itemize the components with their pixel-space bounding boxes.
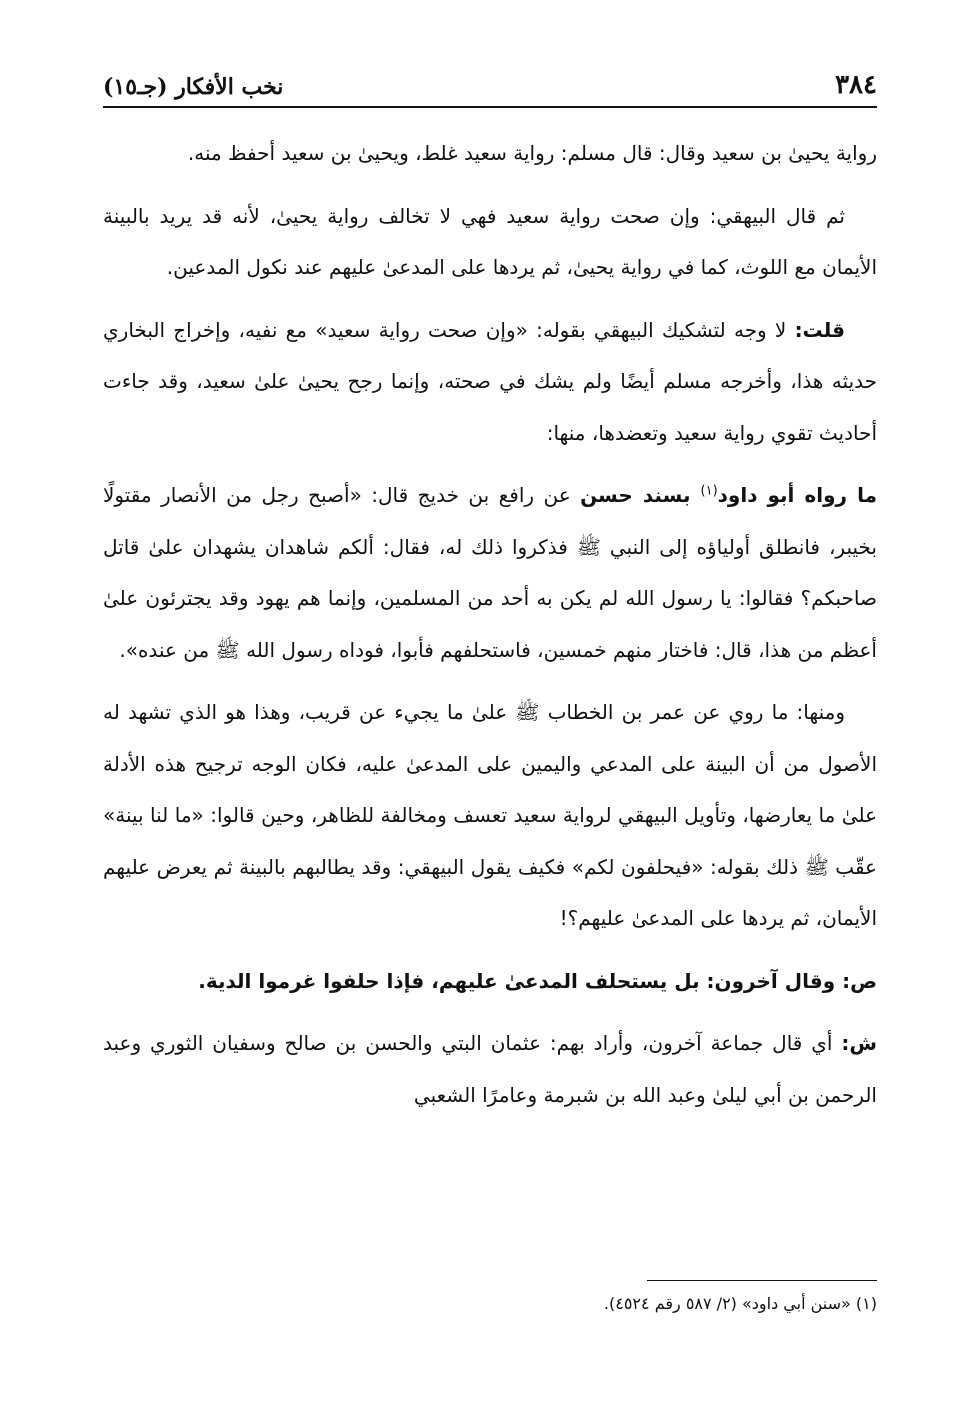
- paragraph-6: [103, 956, 877, 1008]
- paragraph-2-text: ثم قال البيهقي: وإن صحت رواية سعيد فهي لا تخالف رواية يحيىٰ، لأنه قد يريد بالبينة الأيمان مع اللوث، كما في رواية يحيىٰ، ثم يردها على المدعىٰ عليهم عند نكول المدعين.: [103, 203, 877, 279]
- paragraph-7-text: أي قال جماعة آخرون، وأراد بهم: عثمان البتي والحسن بن صالح وسفيان الثوري وعبد الرحمن بن أبي ليلىٰ وعبد الله بن شبرمة وعامرًا الشعبي: [103, 1031, 877, 1107]
- footnote-rule: [647, 1280, 877, 1281]
- page-body: [103, 128, 877, 1132]
- footnote-text: (١) «سنن أبي داود» (٢/ ٥٨٧ رقم ٤٥٢٤).: [603, 1294, 877, 1313]
- sad-label: ص:: [842, 968, 877, 993]
- paragraph-3-text: لا وجه لتشكيك البيهقي بقوله: «وإن صحت رواية سعيد» مع نفيه، وإخراج البخاري حديثه هذا، وأخرجه مسلم أيضًا ولم يشك في صحته، وإنما رجح يحيىٰ علىٰ سعيد، وقد جاءت أحاديث تقوي رواية سعيد وتعضدها، منها:: [103, 317, 877, 445]
- paragraph-5-text: ومنها: ما روي عن عمر بن الخطاب ﷺ علىٰ ما يجيء عن قريب، وهذا هو الذي تشهد له الأصول من أن البينة على المدعي واليمين على المدعىٰ عليه، فكان الوجه ترجيح هذه الأدلة علىٰ ما يعارضها، وتأويل البيهقي لرواية سعيد تعسف ومخالفة للظاهر، وحين قالوا: «ما لنا بينة» عقّب ﷺ ذلك بقوله: «فيحلفون لكم» فكيف يقول البيهقي: وقد يطالبهم بالبينة ثم يعرض عليهم الأيمان، ثم يردها على المدعىٰ عليهم؟!: [103, 700, 877, 930]
- footnote: [103, 1289, 877, 1319]
- paragraph-3: [103, 305, 877, 460]
- paragraph-5: [103, 687, 877, 945]
- shin-label: ش:: [841, 1031, 877, 1055]
- page-number: ٣٨٤: [835, 70, 877, 100]
- paragraph-7: [103, 1018, 877, 1121]
- page-header: [103, 56, 877, 100]
- paragraph-1-text: رواية يحيىٰ بن سعيد وقال: قال مسلم: رواية سعيد غلط، ويحيىٰ بن سعيد أحفظ منه.: [187, 141, 877, 165]
- paragraph-4-text: عن رافع بن خديج قال: «أصبح رجل من الأنصار مقتولًا بخيبر، فانطلق أولياؤه إلى النبي ﷺ فذكروا ذلك له، فقال: ألكم شاهدان يشهدان علىٰ قاتل صاحبكم؟ فقالوا: يا رسول الله لم يكن به أحد من المسلمين، وإنما هم يهود وقد يجترئون علىٰ أعظم من هذا، قال: فاختار منهم خمسين، فاستحلفهم فأبوا، فوداه رسول الله ﷺ من عنده».: [103, 483, 877, 662]
- paragraph-6-text: وقال آخرون: بل يستحلف المدعىٰ عليهم، فإذا حلفوا غرموا الدية.: [198, 968, 843, 993]
- paragraph-1: [103, 128, 877, 180]
- running-title: نخب الأفكار (جـ١٥): [103, 74, 284, 100]
- hadith-source: ما رواه أبو داود: [717, 483, 877, 507]
- header-rule: [103, 106, 877, 108]
- isnad-grade: بسند حسن: [580, 483, 701, 507]
- footnote-reference[interactable]: (١): [700, 483, 718, 499]
- paragraph-2: [103, 191, 877, 294]
- qultu-label: قلت:: [794, 317, 845, 342]
- paragraph-4: [103, 470, 877, 676]
